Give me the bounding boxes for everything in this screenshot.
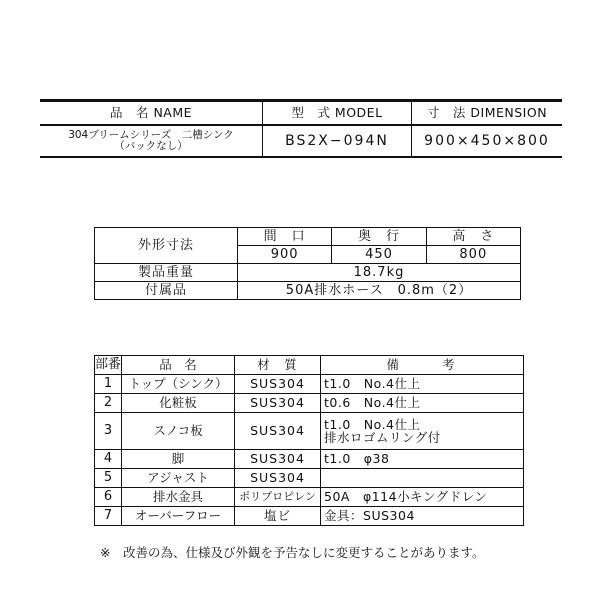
- depth-header: 奥 行: [332, 228, 426, 246]
- weight-label: 製品重量: [95, 264, 238, 282]
- table-row: [95, 507, 524, 526]
- product-name-line2: （バックなし）: [114, 140, 188, 152]
- accessory-label: 付属品: [95, 282, 238, 300]
- part-material: SUS304: [235, 375, 321, 394]
- weight-row: [95, 264, 521, 282]
- part-name: オーバーフロー: [122, 507, 235, 526]
- part-no: 3: [95, 413, 122, 450]
- width-value: 900: [238, 246, 332, 264]
- part-note-line2: 排水ロゴムリング付: [324, 430, 441, 445]
- product-name-line1: 304ブリームシリーズ 二槽シンク: [68, 128, 234, 141]
- part-no: 7: [95, 507, 122, 526]
- part-no: 1: [95, 375, 122, 394]
- part-name: トップ（シンク）: [122, 375, 235, 394]
- part-note: t1.0 No.4仕上: [321, 375, 524, 394]
- product-table-header-row: [40, 101, 562, 126]
- part-no: 6: [95, 488, 122, 507]
- part-note: 金具：SUS304: [321, 507, 524, 526]
- width-header: 間 口: [238, 228, 332, 246]
- part-note: [321, 413, 524, 450]
- note-header: 備 考: [321, 356, 524, 375]
- part-name: 排水金具: [122, 488, 235, 507]
- outer-dims-label: 外形寸法: [95, 228, 238, 264]
- weight-value: 18.7kg: [238, 264, 521, 282]
- part-name: スノコ板: [122, 413, 235, 450]
- accessory-row: [95, 282, 521, 300]
- part-note: 50A φ114小キングドレン: [321, 488, 524, 507]
- spec-table: [94, 227, 521, 300]
- part-note: t1.0 φ38: [321, 450, 524, 469]
- part-note-line1: t1.0 No.4仕上: [324, 416, 421, 432]
- table-row: [95, 394, 524, 413]
- table-row: [95, 413, 524, 450]
- footnote: ※ 改善の為、仕様及び外観を予告なしに変更することがあります。: [100, 545, 485, 560]
- height-header: 高 さ: [426, 228, 520, 246]
- part-no-header: 部番: [95, 356, 122, 375]
- part-no: 4: [95, 450, 122, 469]
- table-row: [95, 469, 524, 488]
- part-material: SUS304: [235, 394, 321, 413]
- height-value: 800: [426, 246, 520, 264]
- part-no: 2: [95, 394, 122, 413]
- dimension-value: 900×450×800: [412, 125, 563, 157]
- parts-table: [94, 355, 524, 526]
- product-name-cell: [40, 125, 263, 157]
- part-name-header: 品 名: [122, 356, 235, 375]
- model-header: 型 式 MODEL: [263, 101, 412, 126]
- part-no: 5: [95, 469, 122, 488]
- part-material: SUS304: [235, 469, 321, 488]
- part-name: 脚: [122, 450, 235, 469]
- accessory-value: 50A排水ホース 0.8m（2）: [238, 282, 521, 300]
- parts-header-row: [95, 356, 524, 375]
- product-table: [40, 99, 562, 158]
- product-table-row: [40, 125, 562, 157]
- part-note: t0.6 No.4仕上: [321, 394, 524, 413]
- table-row: [95, 488, 524, 507]
- part-note: [321, 469, 524, 488]
- material-header: 材 質: [235, 356, 321, 375]
- dimension-header: 寸 法 DIMENSION: [412, 101, 563, 126]
- part-material: 塩ビ: [235, 507, 321, 526]
- part-material: SUS304: [235, 450, 321, 469]
- part-name: アジャスト: [122, 469, 235, 488]
- spec-dims-header-row: [95, 228, 521, 246]
- part-material: ポリプロピレン: [235, 488, 321, 507]
- part-name: 化粧板: [122, 394, 235, 413]
- table-row: [95, 450, 524, 469]
- part-material: SUS304: [235, 413, 321, 450]
- table-row: [95, 375, 524, 394]
- product-name-header: 品 名 NAME: [40, 101, 263, 126]
- model-value: BS2X−094N: [263, 125, 412, 157]
- depth-value: 450: [332, 246, 426, 264]
